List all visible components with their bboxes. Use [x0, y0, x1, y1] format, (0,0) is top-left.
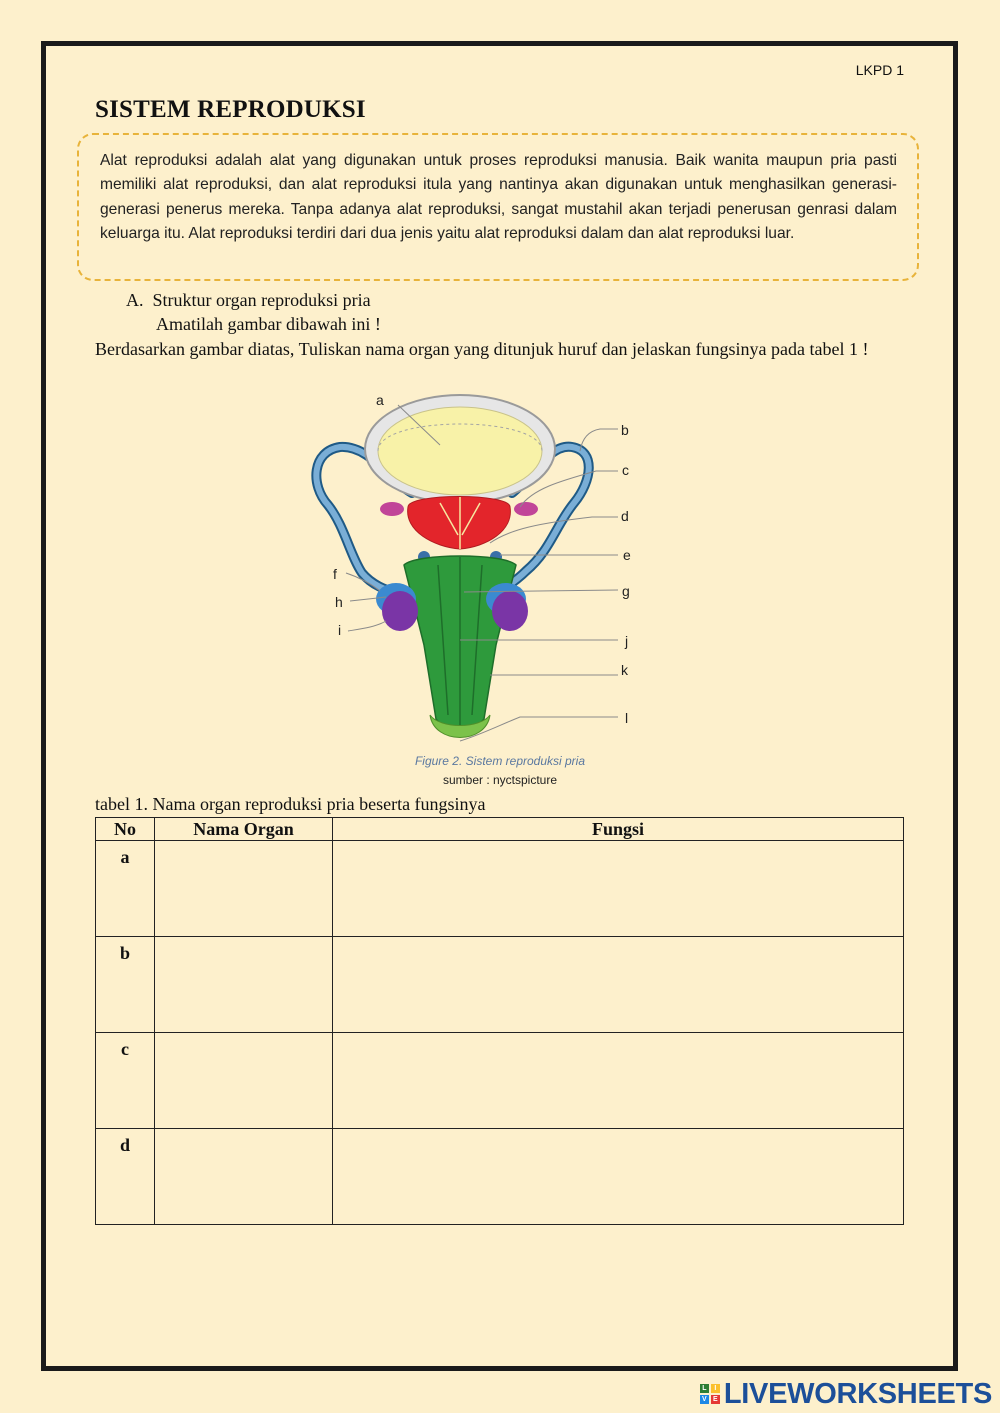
liveworksheets-logo-icon	[700, 1384, 720, 1404]
row-label: c	[96, 1033, 155, 1129]
table-row	[96, 841, 904, 937]
figure-label-d: d	[621, 508, 629, 524]
logo-letter: V	[700, 1395, 709, 1404]
figure-label-i: i	[338, 622, 342, 638]
figure-label-l: l	[625, 710, 629, 726]
function-cell[interactable]	[333, 841, 904, 937]
organ-name-cell[interactable]	[155, 937, 333, 1033]
function-cell[interactable]	[333, 1129, 904, 1225]
watermark-text: LIVEWORKSHEETS	[723, 1377, 992, 1410]
row-label: a	[96, 841, 155, 937]
function-cell[interactable]	[333, 937, 904, 1033]
table-caption: tabel 1. Nama organ reproduksi pria beserta fungsinya	[95, 794, 486, 814]
organ-name-cell[interactable]	[155, 1033, 333, 1129]
table-header-row	[96, 818, 904, 841]
intro-text: Alat reproduksi adalah alat yang digunakan untuk proses reproduksi manusia. Baik wanita maupun pria pasti memiliki alat reproduksi, dan alat reproduksi itula yang nantinya akan digunakan untuk menghasilkan generasi-generasi penerus mereka. Tanpa adanya alat reproduksi, sangat mustahil akan terjadi penerusan genrasi dalam keluarga itu. Alat reproduksi terdiri dari dua jenis yaitu alat reproduksi dalam dan alat reproduksi luar.	[100, 152, 897, 243]
bladder	[378, 407, 542, 495]
header-organ-name: Nama Organ	[155, 818, 333, 841]
figure-label-b: b	[621, 422, 629, 438]
header-function: Fungsi	[333, 818, 904, 841]
figure-label-a: a	[376, 392, 384, 408]
worksheet-code: LKPD 1	[855, 62, 904, 78]
logo-letter: E	[711, 1395, 720, 1404]
liveworksheets-watermark	[700, 1376, 992, 1412]
function-cell[interactable]	[333, 1033, 904, 1129]
figure-label-k: k	[621, 662, 628, 678]
table-row	[96, 1033, 904, 1129]
header-no: No	[96, 818, 155, 841]
table-row	[96, 1129, 904, 1225]
logo-letter: L	[700, 1384, 709, 1393]
row-label: d	[96, 1129, 155, 1225]
reproductive-system-diagram	[300, 385, 660, 755]
seminal-vesicle-right	[514, 502, 538, 516]
figure-caption: Figure 2. Sistem reproduksi pria	[414, 754, 586, 768]
logo-letter: I	[711, 1384, 720, 1393]
figure-label-f: f	[333, 566, 337, 582]
page-title: SISTEM REPRODUKSI	[95, 96, 366, 123]
organ-name-cell[interactable]	[155, 841, 333, 937]
figure-label-e: e	[623, 547, 631, 563]
figure-label-j: j	[625, 633, 629, 649]
table-row	[96, 937, 904, 1033]
testis-left	[382, 591, 418, 631]
testis-right	[492, 591, 528, 631]
organ-name-cell[interactable]	[155, 1129, 333, 1225]
figure-label-g: g	[622, 583, 630, 599]
intro-box	[77, 133, 919, 281]
row-label: b	[96, 937, 155, 1033]
seminal-vesicle-left	[380, 502, 404, 516]
figure-label-c: c	[622, 462, 629, 478]
instruction-text: Berdasarkan gambar diatas, Tuliskan nama organ yang ditunjuk huruf dan jelaskan fungsinya pada tabel 1 !	[95, 339, 869, 359]
figure-source: sumber : nyctspicture	[442, 773, 558, 787]
section-a-heading: A. Struktur organ reproduksi pria	[126, 290, 371, 310]
prostate	[408, 497, 511, 550]
figure-label-h: h	[335, 594, 343, 610]
section-a-subheading: Amatilah gambar dibawah ini !	[156, 314, 381, 334]
organ-table	[95, 817, 904, 1225]
